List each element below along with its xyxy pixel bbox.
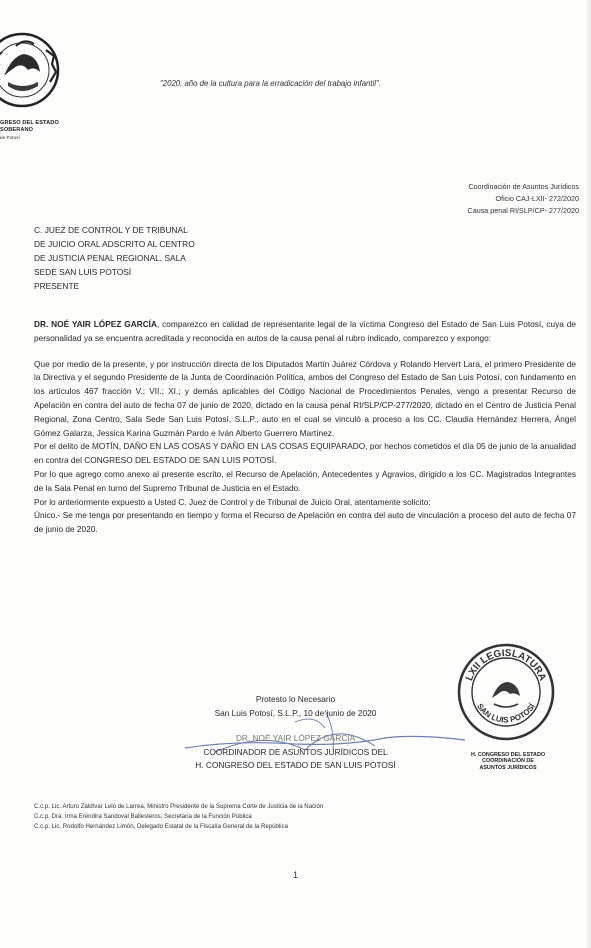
signer-institution: H. CONGRESO DEL ESTADO DE SAN LUIS POTOSÍ	[195, 760, 396, 771]
paragraph-request: Por lo anteriormente expuesto a Usted C. Juez de Control y de Tribunal de Juicio Oral, atentamente solicito:	[34, 496, 431, 507]
stamp-ring-bottom: SAN LUIS POTOSÍ	[475, 701, 537, 725]
addressee-line: C. JUEZ DE CONTROL Y DE TRIBUNAL	[34, 225, 188, 235]
reference-causa: Causa penal RI/SLP/CP- 277/2020	[467, 206, 579, 215]
place-date: San Luis Potosí, S.L.P., 10 de junio de 2020	[214, 707, 377, 718]
letter-body	[34, 318, 576, 537]
carbon-copy-list	[34, 802, 323, 832]
addressee	[34, 223, 195, 293]
signer-name: DR. NOÉ YAIR LÓPEZ GARCÍA	[235, 733, 356, 744]
stamp-caption	[438, 752, 578, 771]
reference-department: Coordinación de Asuntos Jurídicos	[468, 182, 579, 191]
paragraph-offense: Por el delito de MOTÍN, DAÑO EN LAS COSAS Y DAÑO EN LAS COSAS EQUIPARADO, por hechos cometidos el día 05 de junio de la anualidad en contra del CONGRESO DEL ESTADO DE SAN LUIS POTOSÍ.	[34, 441, 576, 466]
page-number: 1	[292, 870, 298, 880]
closing-text: Protesto lo Necesario	[255, 694, 336, 704]
page-edge	[585, 0, 591, 948]
logo-caption-line: GRESO DEL ESTADO	[0, 120, 59, 126]
paragraph-intro-text: , comparezco en calidad de representante legal de la víctima Congreso del Estado de San Luis Potosí, cuya de personalidad ya se encuentra acreditada y reconocida en autos de la causa penal al rubro indicado, comparezco y expongo:	[34, 319, 576, 343]
logo-caption-line: SOBERANO	[0, 127, 34, 133]
stamp-ring-top: LXII LEGISLATURA	[464, 647, 548, 683]
addressee-line: DE JUSTICIA PENAL REGIONAL, SALA	[34, 253, 186, 263]
motto: "2020, año de la cultura para la erradicación del trabajo infantil".	[160, 79, 381, 88]
addressee-line: DE JUICIO ORAL ADSCRITO AL CENTRO	[34, 239, 195, 249]
official-stamp	[456, 642, 556, 742]
addressee-line: SEDE SAN LUIS POTOSÍ	[34, 267, 132, 277]
stamp-caption-line: ASUNTOS JURÍDICOS	[479, 764, 537, 771]
paragraph-intro	[34, 318, 576, 346]
ccp-item: C.c.p. Lic. Arturo Zaldívar Lelo de Larrea, Ministro Presidente de la Suprema Corte de Justicia de la Nación	[34, 803, 324, 810]
author-name: DR. NOÉ YAIR LÓPEZ GARCÍA	[34, 319, 157, 329]
coat-of-arms-logo	[0, 26, 66, 118]
reference-oficio: Oficio CAJ-LXII- 272/2020	[495, 194, 579, 203]
stamp-caption-line: COORDINACIÓN DE	[482, 758, 534, 765]
ccp-item: C.c.p. Lic. Rodolfo Hernández Limón, Delegado Estatal de la Fiscalía General de la República	[34, 823, 289, 830]
logo-caption	[0, 120, 59, 141]
paragraph-annex: Por lo que agrego como anexo al presente escrito, el Recurso de Apelación, Antecedentes y Agravios, dirigido a los CC. Magistrados Integrantes de la Sala Penal en turno del Supremo Tribunal de Justicia en el Estado.	[34, 468, 576, 493]
paragraph-unico: Único.- Se me tenga por presentando en tiempo y forma el Recurso de Apelación en contra del auto de vinculación a proceso del auto de fecha 07 de junio de 2020.	[34, 510, 576, 535]
addressee-line: PRESENTE	[34, 281, 80, 291]
document-reference	[468, 181, 579, 217]
signer-title: COORDINADOR DE ASUNTOS JURÍDICOS DEL	[203, 746, 388, 757]
stamp-caption-line: H. CONGRESO DEL ESTADO	[470, 752, 546, 758]
logo-caption-line: de Potosí	[0, 135, 20, 140]
paragraph-appeal: Que por medio de la presente, y por instrucción directa de los Diputados Martín Juárez Córdova y Rolando Hervert Lara, el primero Presidente de la Directiva y el segundo Presidente de la Junta de Coordinación Política, ambos del Congreso del Estado de San Luis Potosí, con fundamento en los artículos 467 fracción V.; VII.; XI.; y demás aplicables del Código Nacional de Procedimientos Penales, vengo a presentar Recurso de Apelación en contra del auto de fecha 07 de junio de 2020, dictado en la causa penal RI/SLP/CP-277/2020, dictado en el Centro de Justicia Penal Regional, Zona Centro, Sala Sede San Luis Potosí, S.L.P., auto en el cual se vinculó a proceso a los CC. Claudia Hernández Herrera, Ángel Gómez Galarza, Jessica Karina Guzmán Pardo e Iván Alberto Guerrero Martínez.	[34, 358, 576, 438]
ccp-item: C.c.p. Dra. Irma Eréndira Sandoval Ballesteros, Secretaria de la Función Pública	[34, 813, 252, 820]
